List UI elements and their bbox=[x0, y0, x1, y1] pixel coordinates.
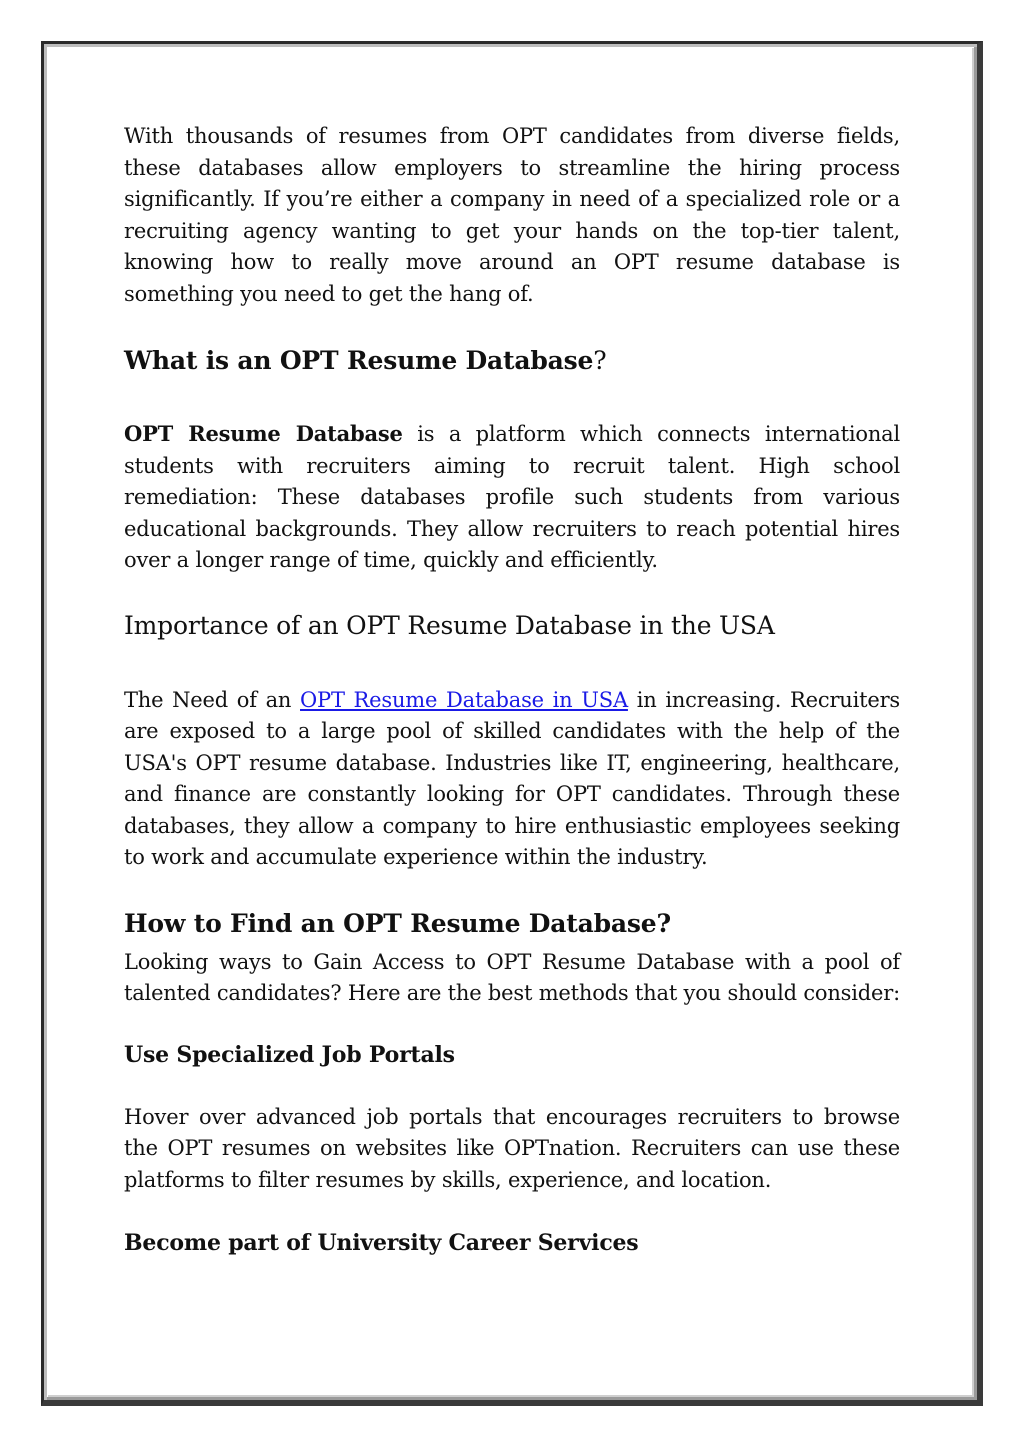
importance-text-after-link: in increasing. Recruiters are exposed to a large pool of skilled candidates with the help of the USA's OPT resume database. Industries like IT, engineering, healthcare, and finance are constantly looking for OPT candidates. Through these databases, they allow a company to hire enthusiastic employees seeking to work and accumulate experience within the industry. bbox=[124, 687, 900, 869]
how-to-find-paragraph: Looking ways to Gain Access to OPT Resume Database with a pool of talented candidates? Here are the best methods that you should consider: bbox=[124, 949, 900, 1005]
heading-university-career-services: Become part of University Career Services bbox=[124, 1230, 639, 1256]
heading-what-is-qmark: ? bbox=[593, 346, 607, 375]
job-portals-paragraph: Hover over advanced job portals that encourages recruiters to browse the OPT resumes on websites like OPTnation. Recruiters can use these platforms to filter resumes by skills, experience, and location. bbox=[124, 1104, 900, 1192]
intro-paragraph: With thousands of resumes from OPT candidates from diverse fields, these databases allow employers to streamline the hiring process significantly. If you’re either a company in need of a specialized role or a recruiting agency wanting to get your hands on the top-tier talent, knowing how to really move around an OPT resume database is something you need to get the hang of. bbox=[124, 124, 900, 306]
heading-what-is-text: What is an OPT Resume Database bbox=[124, 346, 594, 375]
importance-paragraph bbox=[124, 685, 900, 874]
heading-importance: Importance of an OPT Resume Database in the USA bbox=[124, 610, 775, 640]
what-is-lead-bold: OPT Resume Database bbox=[124, 421, 403, 446]
document-body bbox=[124, 121, 900, 1258]
what-is-paragraph bbox=[124, 418, 900, 577]
opt-resume-database-usa-link[interactable]: OPT Resume Database in USA bbox=[300, 687, 628, 712]
heading-specialized-job-portals: Use Specialized Job Portals bbox=[124, 1041, 455, 1068]
importance-text-before-link: The Need of an bbox=[124, 687, 301, 712]
heading-what-is bbox=[124, 344, 900, 378]
what-is-text: is a platform which connects international students with recruiters aiming to recruit talent. High school remediation: These databases profile such students from various educational backgrounds. They allow recruiters to reach potential hires over a longer range of time, quickly and efficiently. bbox=[124, 422, 900, 572]
heading-how-to-find: How to Find an OPT Resume Database? bbox=[124, 908, 671, 938]
